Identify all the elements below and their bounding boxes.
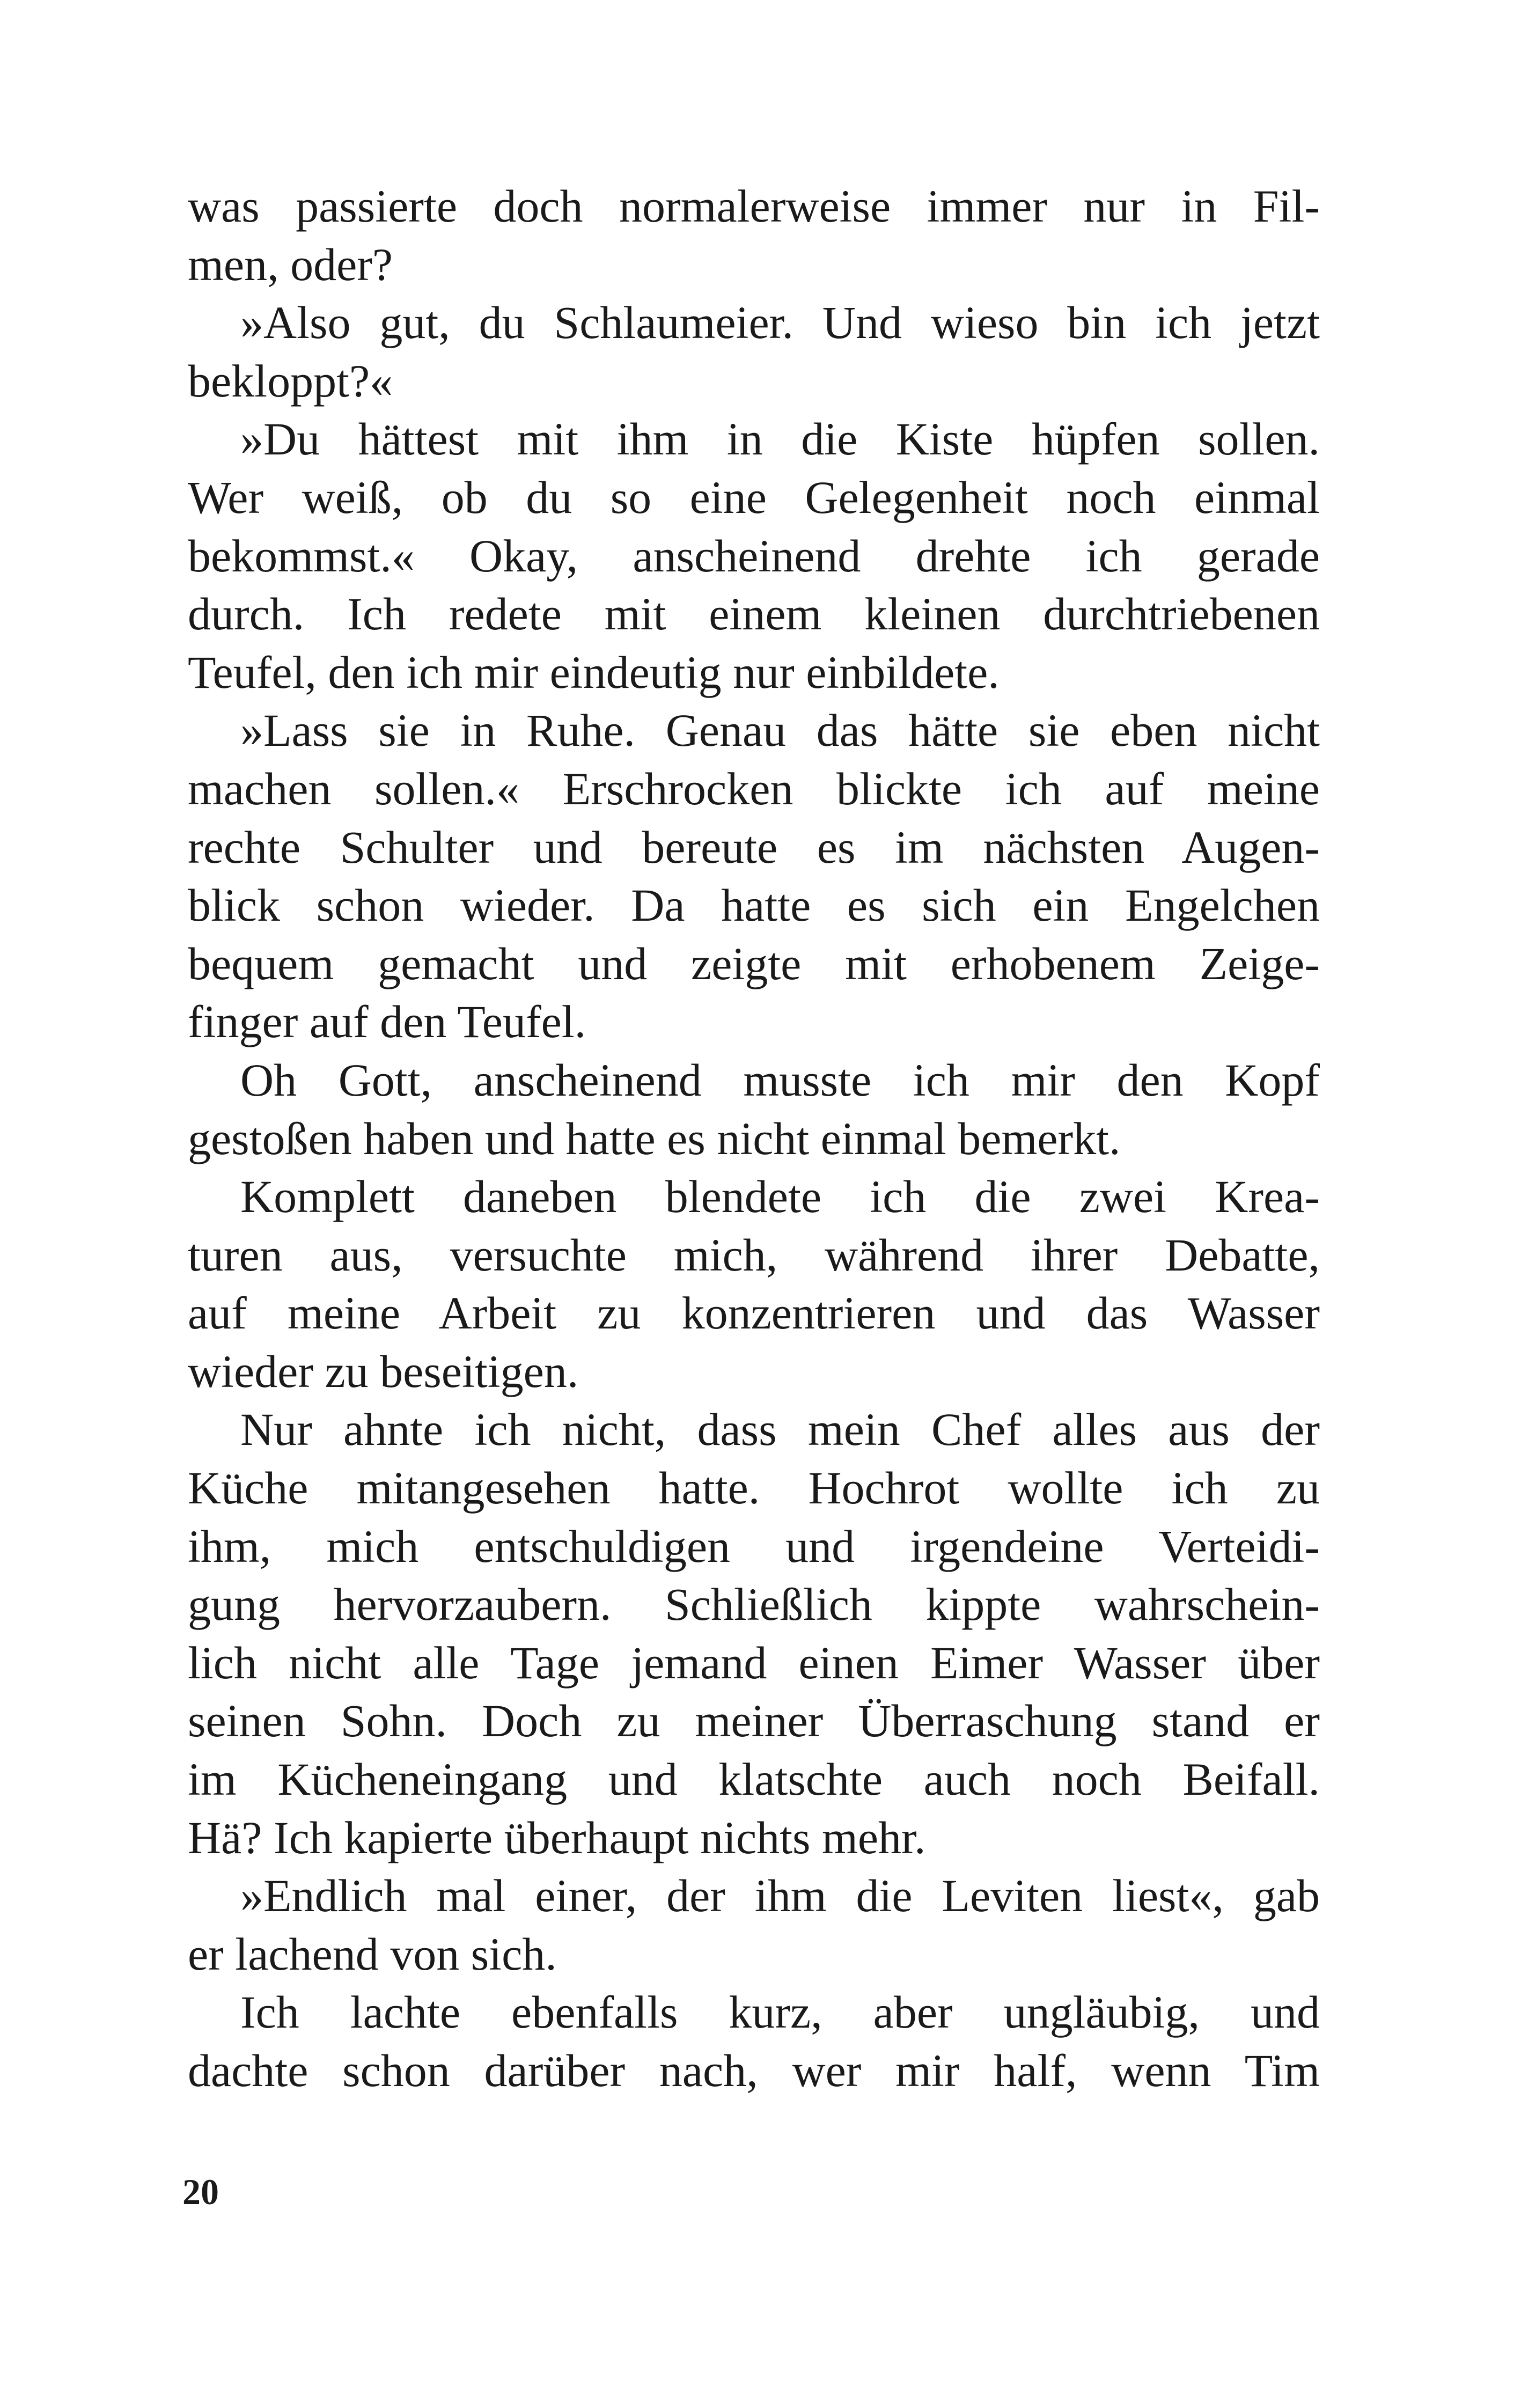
- text-line: gung hervorzaubern. Schließlich kippte wahrschein-: [188, 1579, 1320, 1631]
- text-line: men, oder?: [188, 238, 393, 290]
- text-line: Hä? Ich kapierte überhaupt nichts mehr.: [188, 1811, 926, 1863]
- text-line: Wer weiß, ob du so eine Gelegenheit noch einmal: [188, 471, 1320, 523]
- text-line: »Du hättest mit ihm in die Kiste hüpfen sollen.: [240, 413, 1320, 465]
- text-line: er lachend von sich.: [188, 1928, 557, 1980]
- text-line: wieder zu beseitigen.: [188, 1345, 579, 1397]
- text-line: Ich lachte ebenfalls kurz, aber ungläubig, und: [240, 1986, 1320, 2038]
- text-line: bequem gemacht und zeigte mit erhobenem Zeige-: [188, 937, 1320, 989]
- text-line: gestoßen haben und hatte es nicht einmal bemerkt.: [188, 1112, 1121, 1164]
- text-line: Komplett daneben blendete ich die zwei Krea-: [240, 1171, 1320, 1223]
- text-line: lich nicht alle Tage jemand einen Eimer Wasser über: [188, 1636, 1320, 1688]
- text-line: blick schon wieder. Da hatte es sich ein Engelchen: [188, 879, 1320, 931]
- text-line: Nur ahnte ich nicht, dass mein Chef alles aus der: [240, 1404, 1320, 1456]
- text-line: bekloppt?«: [188, 355, 393, 407]
- text-line: Küche mitangesehen hatte. Hochrot wollte ich zu: [188, 1462, 1320, 1514]
- text-line: »Endlich mal einer, der ihm die Leviten liest«, gab: [240, 1870, 1320, 1922]
- text-line: Oh Gott, anscheinend musste ich mir den Kopf: [240, 1054, 1320, 1106]
- text-line: ihm, mich entschuldigen und irgendeine Verteidi-: [188, 1520, 1320, 1572]
- text-line: durch. Ich redete mit einem kleinen durchtriebenen: [188, 588, 1320, 640]
- text-line: »Also gut, du Schlaumeier. Und wieso bin ich jetzt: [240, 297, 1320, 349]
- text-line: Teufel, den ich mir eindeutig nur einbildete.: [188, 646, 1000, 698]
- text-line: im Kücheneingang und klatschte auch noch Beifall.: [188, 1753, 1320, 1805]
- page-number: 20: [182, 2171, 219, 2212]
- text-line: machen sollen.« Erschrocken blickte ich auf meine: [188, 762, 1320, 814]
- text-line: auf meine Arbeit zu konzentrieren und das Wasser: [188, 1287, 1320, 1339]
- text-line: seinen Sohn. Doch zu meiner Überraschung stand er: [188, 1695, 1320, 1747]
- text-line: was passierte doch normalerweise immer nur in Fil-: [188, 180, 1320, 232]
- text-line: dachte schon darüber nach, wer mir half, wenn Tim: [188, 2045, 1320, 2096]
- text-line: »Lass sie in Ruhe. Genau das hätte sie eben nicht: [240, 704, 1320, 757]
- body-text: [188, 177, 1320, 2100]
- text-line: bekommst.« Okay, anscheinend drehte ich gerade: [188, 530, 1320, 582]
- text-line: finger auf den Teufel.: [188, 996, 586, 1048]
- text-line: turen aus, versuchte mich, während ihrer Debatte,: [188, 1229, 1320, 1281]
- text-line: rechte Schulter und bereute es im nächsten Augen-: [188, 821, 1320, 873]
